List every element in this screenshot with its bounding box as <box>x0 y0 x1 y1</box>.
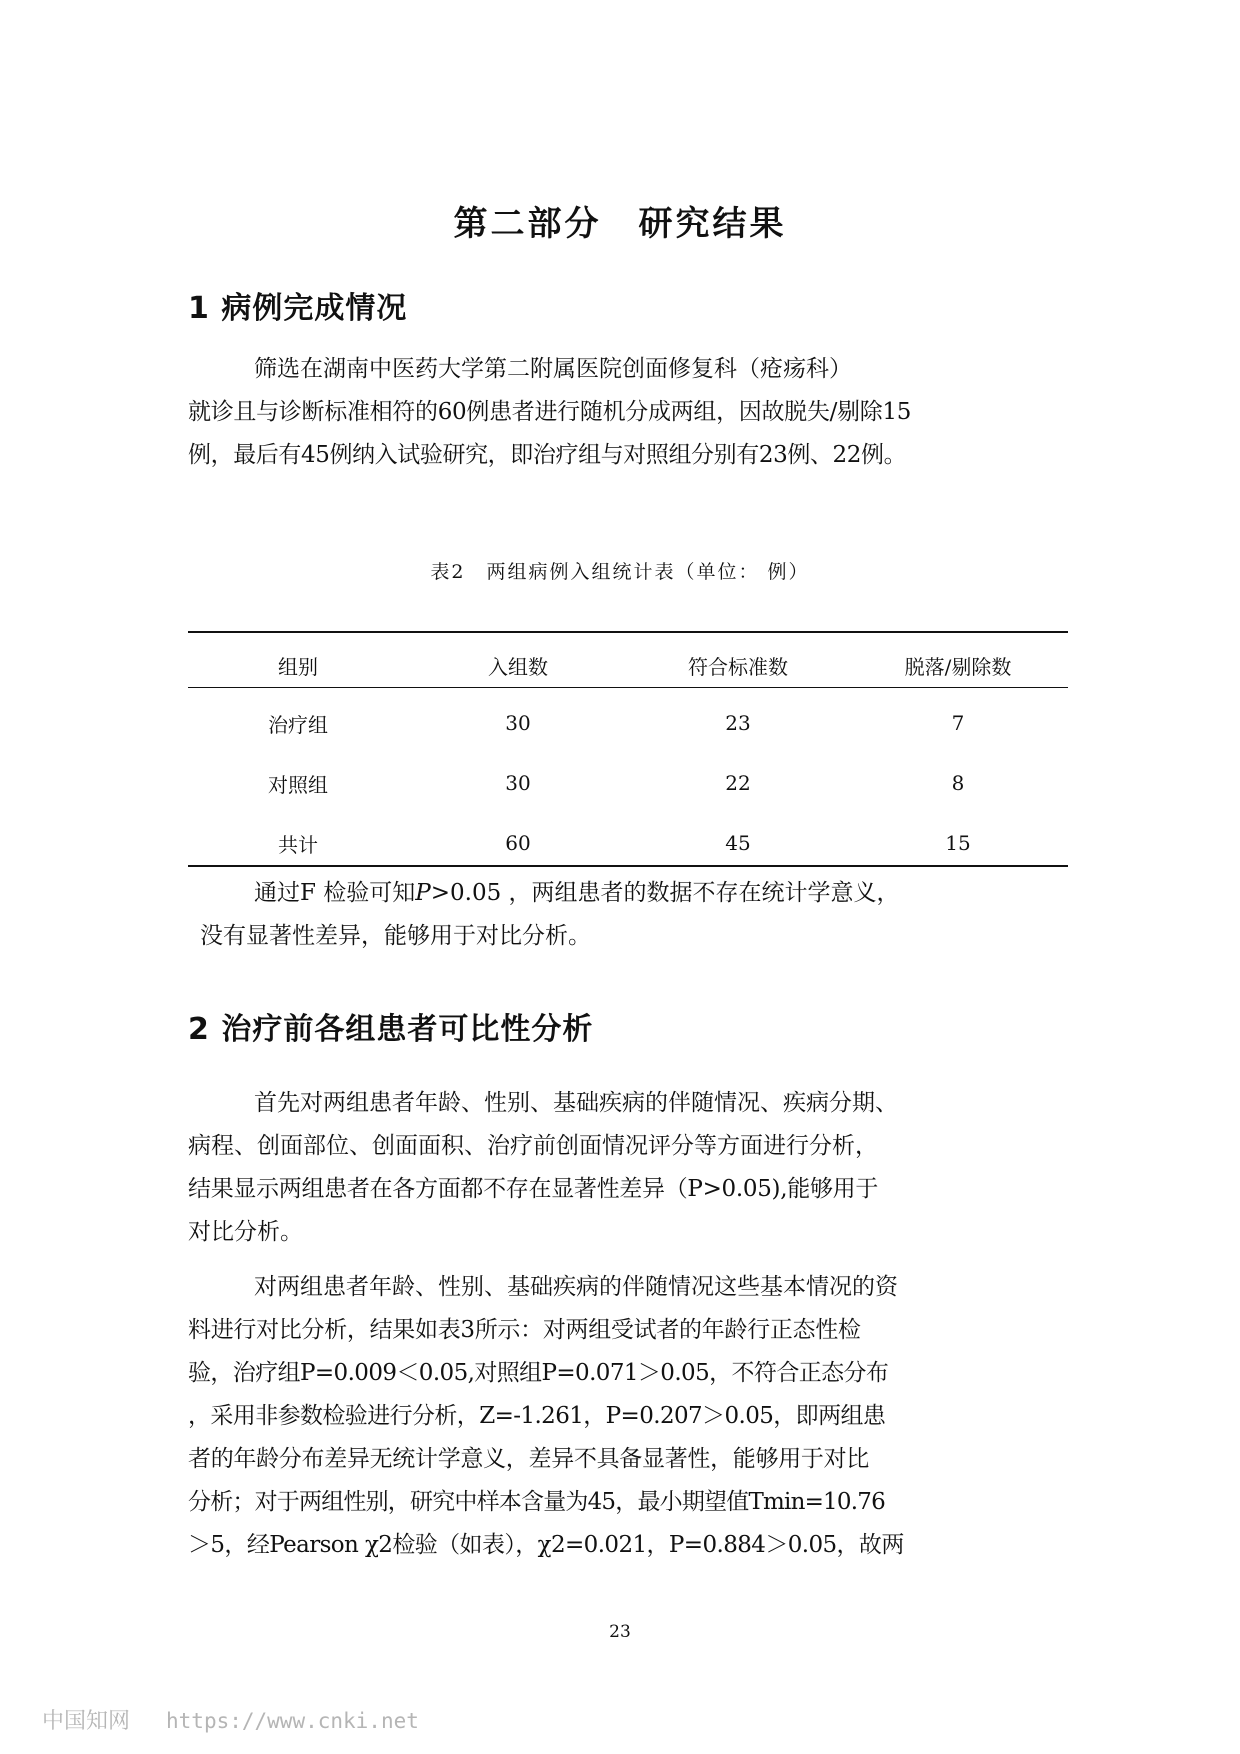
cell-enrolled: 30 <box>505 711 531 735</box>
table-top-rule <box>188 631 1068 633</box>
table-conclusion-paragraph <box>188 872 1048 958</box>
paragraph-line: 分析；对于两组性别，研究中样本含量为45，最小期望值Tmin=10.76 <box>188 1489 885 1515</box>
paragraph-line: 料进行对比分析，结果如表3所示：对两组受试者的年龄行正态性检 <box>188 1317 861 1343</box>
f-test-text: 通过F 检验可知 <box>254 880 416 906</box>
paragraph-line <box>188 872 1048 915</box>
paragraph-line: 验，治疗组P=0.009＜0.05,对照组P=0.071＞0.05，不符合正态分布 <box>188 1360 889 1386</box>
watermark-url: https://www.cnki.net <box>166 1709 419 1733</box>
watermark-brand: 中国知网 <box>42 1709 131 1734</box>
cell-group: 共计 <box>278 832 318 857</box>
enrollment-table <box>188 637 1068 873</box>
paragraph-line: 没有显著性差异，能够用于对比分析。 <box>200 923 591 949</box>
paragraph-line: 病程、创面部位、创面面积、治疗前创面情况评分等方面进行分析， <box>188 1133 878 1159</box>
p-value-text: >0.05 ，两组患者的数据不存在统计学意义， <box>430 880 900 906</box>
paragraph-line: ，采用非参数检验进行分析，Z=-1.261，P=0.207＞0.05，即两组患 <box>188 1403 886 1429</box>
paragraph-line: 对比分析。 <box>188 1219 303 1245</box>
table-row <box>188 813 1068 873</box>
table-header-row <box>188 637 1068 693</box>
page-number: 23 <box>609 1622 631 1642</box>
cell-dropout: 8 <box>951 771 965 795</box>
section-2-paragraph-1 <box>188 1082 1048 1254</box>
header-dropout: 脱落/剔除数 <box>904 654 1012 679</box>
header-eligible: 符合标准数 <box>688 654 788 679</box>
cell-enrolled: 60 <box>505 831 531 855</box>
paragraph-line: 就诊且与诊断标准相符的60例患者进行随机分成两组，因故脱失/剔除15 <box>188 399 912 425</box>
cnki-watermark <box>42 1704 419 1735</box>
cell-group: 治疗组 <box>268 712 328 737</box>
table-row <box>188 693 1068 753</box>
header-group: 组别 <box>278 654 318 679</box>
paragraph-line: 筛选在湖南中医药大学第二附属医院创面修复科（疮疡科） <box>254 356 852 382</box>
cell-dropout: 7 <box>951 711 965 735</box>
paragraph-line: 首先对两组患者年龄、性别、基础疾病的伴随情况、疾病分期、 <box>254 1090 898 1116</box>
table-row <box>188 753 1068 813</box>
paragraph-line: 对两组患者年龄、性别、基础疾病的伴随情况这些基本情况的资 <box>254 1274 898 1300</box>
cell-dropout: 15 <box>945 831 971 855</box>
cell-eligible: 22 <box>725 771 751 795</box>
section-2-heading: 2 治疗前各组患者可比性分析 <box>188 1012 594 1047</box>
table-caption: 表2 两组病例入组统计表（单位： 例） <box>430 561 810 583</box>
paragraph-line: 结果显示两组患者在各方面都不存在显著性差异（P>0.05),能够用于 <box>188 1176 879 1202</box>
p-symbol: P <box>415 880 431 906</box>
cell-eligible: 23 <box>725 711 751 735</box>
cell-eligible: 45 <box>725 831 751 855</box>
paragraph-line: ＞5，经Pearson χ2检验（如表），χ2=0.021，P=0.884＞0.05，故两 <box>188 1532 904 1558</box>
paragraph-line: 者的年龄分布差异无统计学意义，差异不具备显著性，能够用于对比 <box>188 1446 870 1472</box>
part-title: 第二部分 研究结果 <box>453 204 787 244</box>
cell-enrolled: 30 <box>505 771 531 795</box>
paragraph-line: 例，最后有45例纳入试验研究，即治疗组与对照组分别有23例、22例。 <box>188 442 907 468</box>
section-2-paragraph-2 <box>188 1266 1048 1567</box>
cell-group: 对照组 <box>268 772 328 797</box>
header-enrolled: 入组数 <box>488 654 548 679</box>
section-1-paragraph <box>188 348 1048 477</box>
section-1-heading: 1 病例完成情况 <box>188 291 408 326</box>
